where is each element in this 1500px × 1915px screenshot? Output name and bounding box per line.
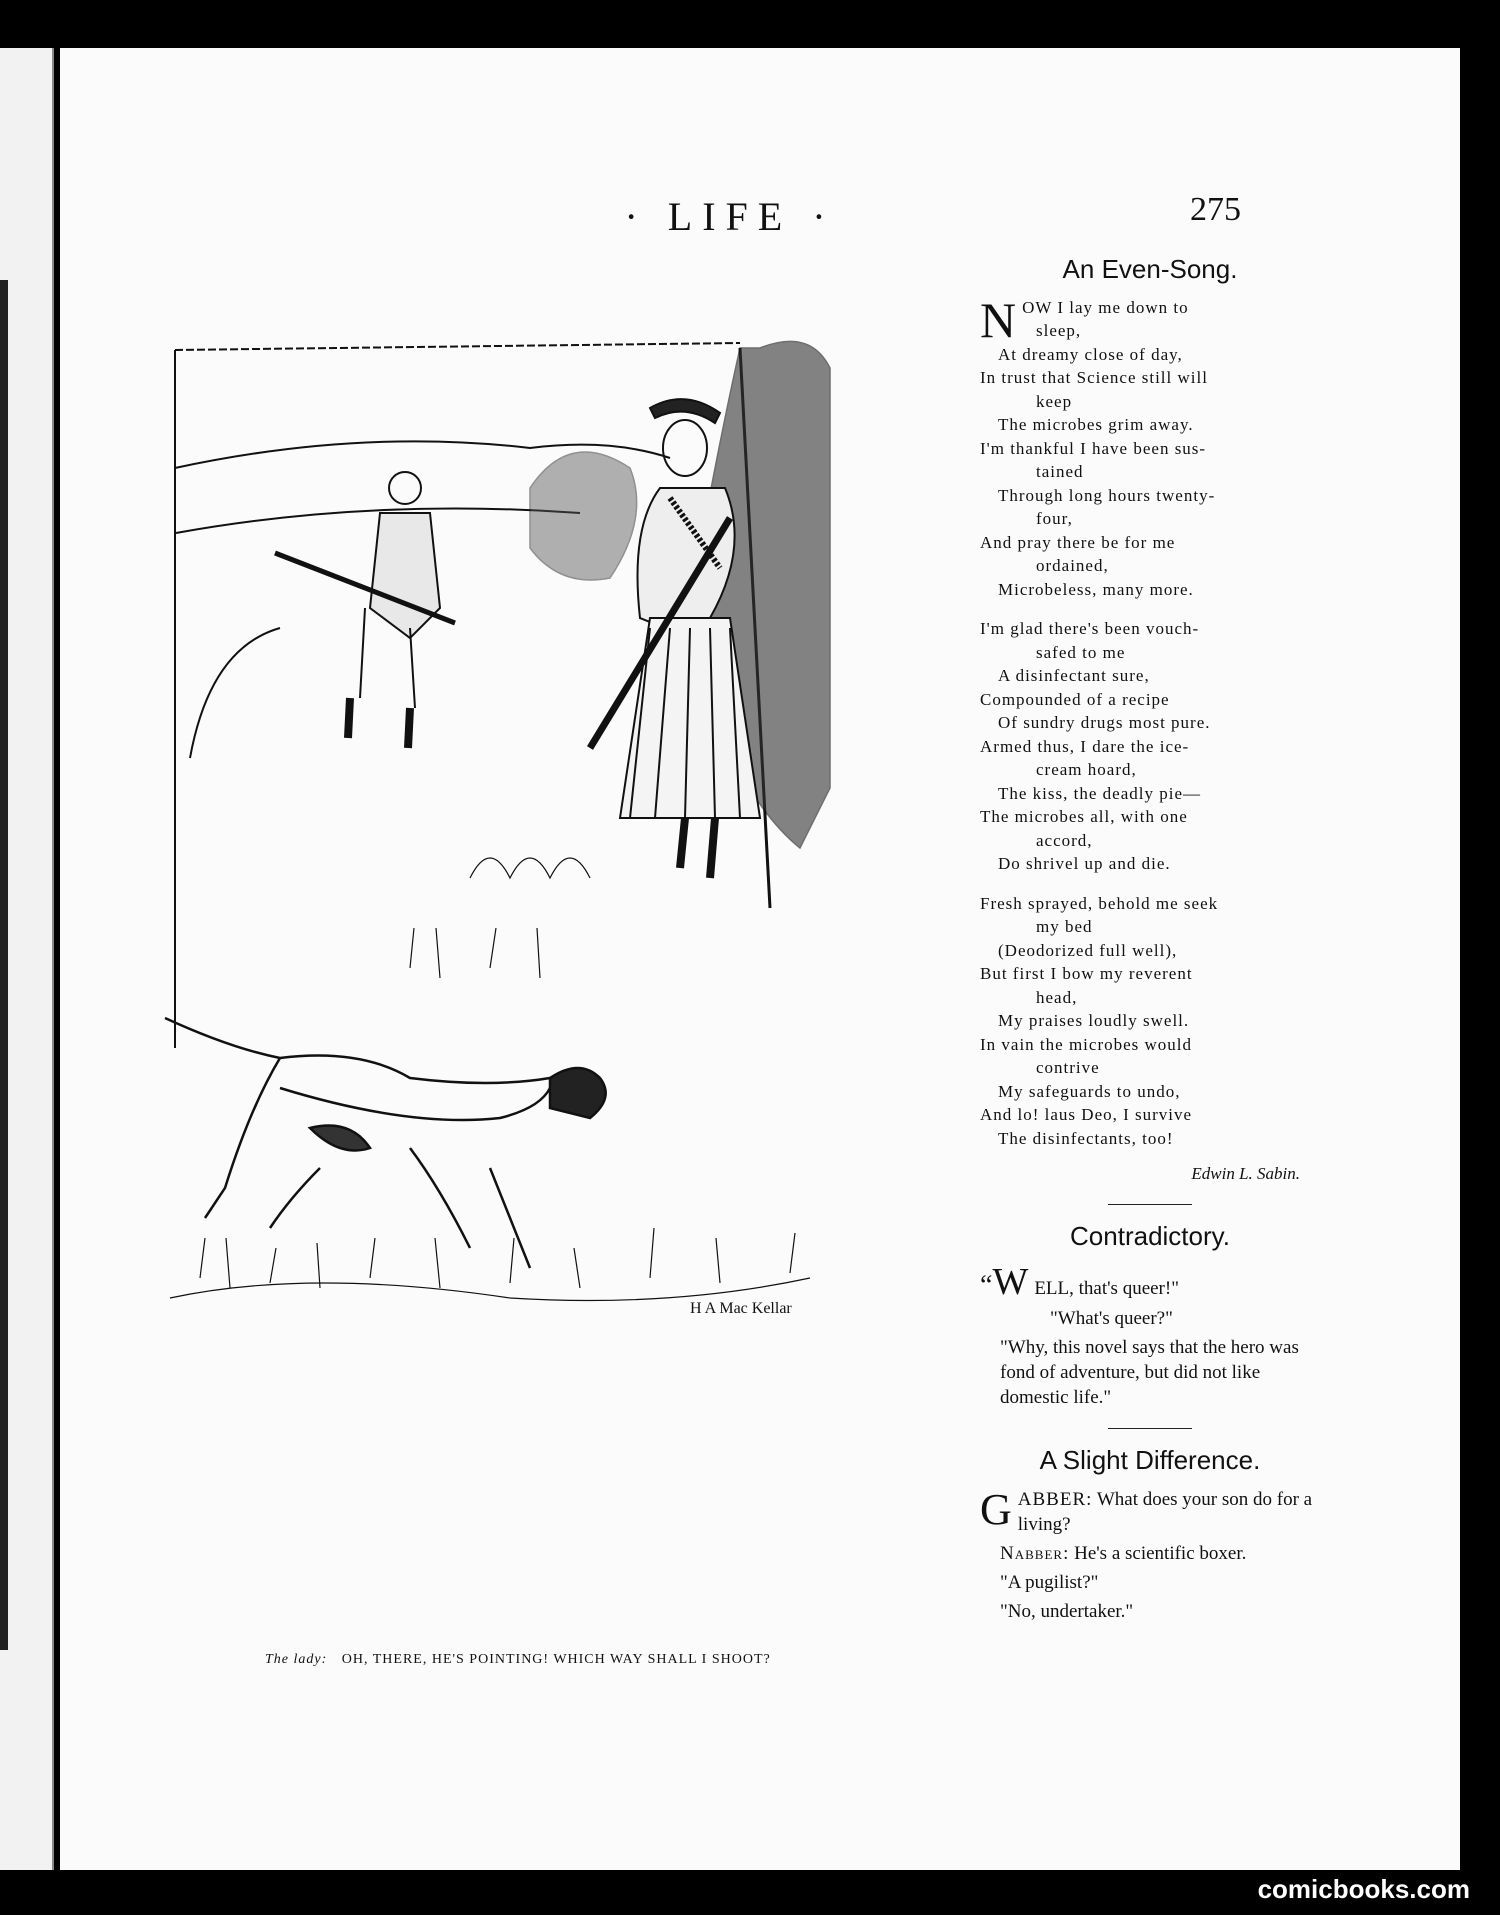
poem-line: The disinfectants, too!	[998, 1128, 1174, 1148]
poem-line: contrive	[1036, 1058, 1100, 1077]
poem-line: head,	[1036, 987, 1078, 1007]
caption-speaker: The lady:	[265, 1652, 328, 1667]
contradictory-dropcap: W	[992, 1261, 1029, 1303]
poem-line: Compounded of a recipe	[980, 689, 1170, 709]
difference-line-3: "A pugilist?"	[1000, 1571, 1099, 1593]
contradictory-text: ELL, that's queer!"	[1034, 1278, 1179, 1299]
site-watermark: comicbooks.com	[1257, 1874, 1470, 1904]
poem-line: The microbes grim away.	[998, 415, 1194, 434]
contradictory-line-2: "What's queer?"	[1050, 1308, 1173, 1329]
illustration-caption	[265, 1652, 965, 1668]
poem-line: In trust that Science still will	[980, 368, 1208, 387]
poem-line: accord,	[1036, 830, 1093, 850]
difference-line-2	[980, 1541, 1320, 1566]
poem-line: cream hoard,	[1036, 760, 1137, 779]
poem-line: sleep,	[1036, 321, 1082, 340]
poem-line: A disinfectant sure,	[998, 666, 1150, 685]
poem-line: OW I lay me down to	[1022, 297, 1189, 317]
hunter-man	[275, 472, 455, 748]
poem-line: (Deodorized full well),	[998, 940, 1178, 960]
caption-text: OH, THERE, HE'S POINTING! WHICH WAY SHALL I SHOOT?	[341, 1652, 771, 1667]
poem-line: Of sundry drugs most pure.	[998, 713, 1211, 732]
contradictory-line-3: "Why, this novel says that the hero was fond of adventure, but did not like domestic life."	[1000, 1337, 1299, 1408]
grass	[170, 858, 810, 1301]
poem-stanza-2	[980, 617, 1320, 876]
poem-line: safed to me	[1036, 642, 1126, 662]
poem-title: An Even-Song.	[1062, 254, 1238, 284]
difference-line-4: "No, undertaker."	[1000, 1600, 1134, 1622]
adjacent-page-binding	[0, 280, 8, 1650]
gabber-line: What does your son do for a living?	[1017, 1488, 1313, 1535]
poem-line: My safeguards to undo,	[998, 1081, 1181, 1101]
poem-stanza-3	[980, 892, 1320, 1151]
poem-line: Microbeless, many more.	[998, 579, 1194, 599]
hunting-illustration	[110, 288, 1010, 1618]
masthead: · LIFE ·	[624, 194, 836, 239]
poem-line: ordained,	[1036, 556, 1109, 575]
page-number: 275	[1190, 191, 1241, 228]
difference-line-1	[980, 1484, 1320, 1537]
contradictory-title: Contradictory.	[1070, 1220, 1230, 1251]
poem-line: And lo! laus Deo, I survive	[980, 1105, 1193, 1124]
difference-dropcap: G	[980, 1484, 1012, 1534]
poem-line: The kiss, the deadly pie—	[998, 783, 1201, 803]
poem-author: Edwin L. Sabin.	[1191, 1164, 1300, 1183]
poem-line: tained	[1036, 462, 1084, 481]
poem-line: And pray there be for me	[980, 532, 1176, 552]
artist-signature: H A Mac Kellar	[690, 1300, 792, 1317]
section-divider	[1108, 1204, 1192, 1205]
difference-body	[980, 1484, 1320, 1624]
poem-line: Do shrivel up and die.	[998, 854, 1171, 873]
poem-line: My praises loudly swell.	[998, 1011, 1190, 1030]
difference-title: A Slight Difference.	[1039, 1445, 1261, 1475]
poem-line: I'm thankful I have been sus-	[980, 438, 1207, 458]
nabber-line: He's a scientific boxer.	[1074, 1542, 1247, 1564]
contradictory-body	[980, 1262, 1320, 1410]
poem-line: keep	[1036, 391, 1073, 411]
poem-line: my bed	[1036, 917, 1093, 936]
poem-line: Armed thus, I dare the ice-	[980, 736, 1190, 756]
contradictory-line-1	[980, 1262, 1320, 1302]
poem-line: Through long hours twenty-	[998, 485, 1216, 505]
poem-line: I'm glad there's been vouch-	[980, 619, 1200, 638]
pointer-dog	[165, 1018, 606, 1268]
open-quote: “	[980, 1270, 993, 1301]
poem-line: At dreamy close of day,	[998, 344, 1183, 364]
poem-line: In vain the microbes would	[980, 1034, 1193, 1054]
poem-line: But first I bow my reverent	[980, 964, 1193, 983]
poem-line: The microbes all, with one	[980, 807, 1188, 826]
poem-line: Fresh sprayed, behold me seek	[980, 893, 1219, 913]
section-divider	[1108, 1428, 1192, 1429]
poem-line: four,	[1036, 509, 1073, 528]
speaker-nabber: Nabber:	[1000, 1542, 1070, 1564]
adjacent-page-edge	[0, 48, 54, 1870]
poem-stanza-1	[980, 291, 1320, 602]
poem-dropcap: N	[980, 291, 1017, 348]
magazine-page	[60, 48, 1460, 1870]
speaker-gabber: ABBER:	[1017, 1488, 1093, 1510]
text-column	[980, 254, 1320, 1628]
